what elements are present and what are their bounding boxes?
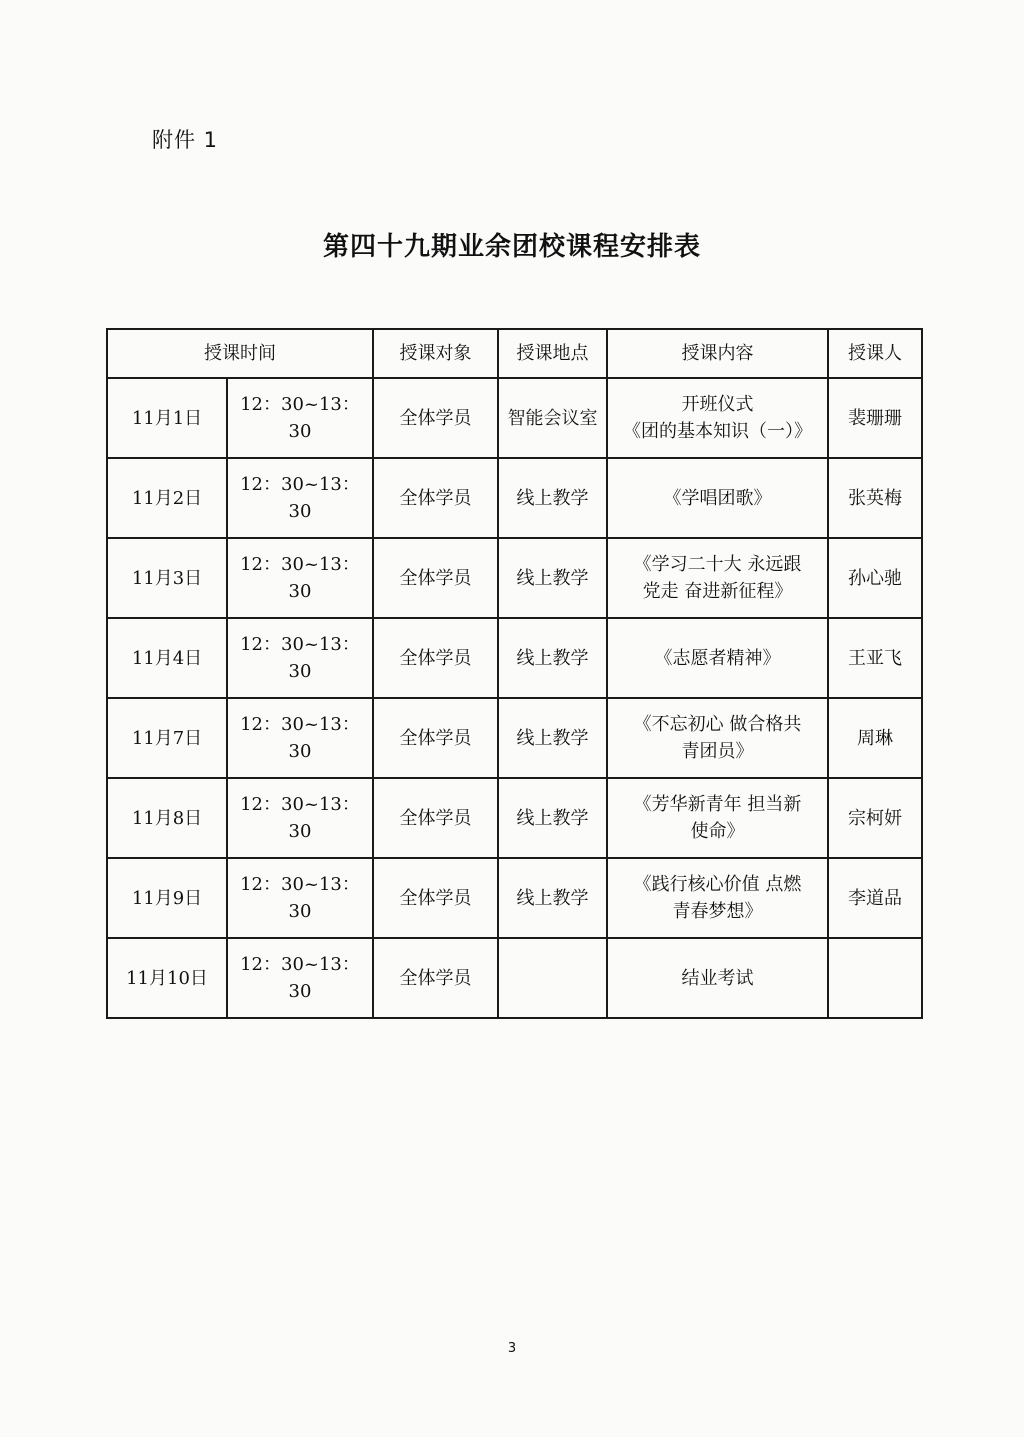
content-line: 《学习二十大 永远跟 (633, 554, 802, 575)
cell-content (607, 538, 828, 618)
content-line: 青团员》 (681, 741, 754, 762)
content-line: 《团的基本知识（一）》 (623, 421, 812, 442)
cell-audience: 全体学员 (373, 458, 498, 538)
attachment-label: 附件 1 (152, 128, 219, 152)
page-number: 3 (507, 1341, 517, 1356)
content-line: 青春梦想》 (672, 901, 763, 922)
cell-instructor: 王亚飞 (828, 618, 922, 698)
cell-audience: 全体学员 (373, 378, 498, 458)
cell-instructor: 张英梅 (828, 458, 922, 538)
cell-content (607, 618, 828, 698)
cell-location: 线上教学 (498, 698, 607, 778)
cell-date: 11月9日 (107, 858, 227, 938)
header-content: 授课内容 (607, 329, 828, 378)
cell-time: 12：30~13：30 (227, 538, 373, 618)
header-instructor: 授课人 (828, 329, 922, 378)
cell-location: 线上教学 (498, 538, 607, 618)
cell-time: 12：30~13：30 (227, 458, 373, 538)
cell-content (607, 938, 828, 1018)
cell-date: 11月8日 (107, 778, 227, 858)
cell-location (498, 938, 607, 1018)
cell-location: 线上教学 (498, 778, 607, 858)
table-row (107, 858, 922, 938)
cell-audience: 全体学员 (373, 938, 498, 1018)
table-header-row (107, 329, 922, 378)
cell-instructor: 李道品 (828, 858, 922, 938)
cell-date: 11月1日 (107, 378, 227, 458)
cell-time: 12：30~13：30 (227, 858, 373, 938)
cell-audience: 全体学员 (373, 618, 498, 698)
table-row (107, 938, 922, 1018)
cell-location: 线上教学 (498, 458, 607, 538)
cell-content (607, 378, 828, 458)
cell-content (607, 698, 828, 778)
content-line: 《学唱团歌》 (663, 487, 772, 509)
cell-audience: 全体学员 (373, 858, 498, 938)
cell-audience: 全体学员 (373, 698, 498, 778)
content-line: 党走 奋进新征程》 (642, 581, 793, 602)
cell-instructor: 周琳 (828, 698, 922, 778)
cell-time: 12：30~13：30 (227, 938, 373, 1018)
cell-audience: 全体学员 (373, 778, 498, 858)
cell-instructor (828, 938, 922, 1018)
cell-instructor: 孙心驰 (828, 538, 922, 618)
table-row (107, 778, 922, 858)
cell-content (607, 778, 828, 858)
course-schedule-table (106, 328, 923, 1019)
table-row (107, 538, 922, 618)
cell-time: 12：30~13：30 (227, 378, 373, 458)
cell-audience: 全体学员 (373, 538, 498, 618)
cell-location: 线上教学 (498, 858, 607, 938)
table-row (107, 458, 922, 538)
cell-content (607, 858, 828, 938)
cell-date: 11月7日 (107, 698, 227, 778)
content-line: 《志愿者精神》 (654, 647, 781, 669)
cell-date: 11月4日 (107, 618, 227, 698)
cell-date: 11月3日 (107, 538, 227, 618)
table-row (107, 378, 922, 458)
cell-instructor: 裴珊珊 (828, 378, 922, 458)
header-location: 授课地点 (498, 329, 607, 378)
document-title: 第四十九期业余团校课程安排表 (322, 232, 701, 262)
content-line: 《践行核心价值 点燃 (633, 874, 802, 895)
header-audience: 授课对象 (373, 329, 498, 378)
cell-time: 12：30~13：30 (227, 698, 373, 778)
cell-time: 12：30~13：30 (227, 618, 373, 698)
cell-instructor: 宗柯妍 (828, 778, 922, 858)
table-row (107, 698, 922, 778)
cell-time: 12：30~13：30 (227, 778, 373, 858)
header-time: 授课时间 (107, 329, 373, 378)
content-line: 《不忘初心 做合格共 (633, 714, 802, 735)
cell-location: 线上教学 (498, 618, 607, 698)
content-line: 《芳华新青年 担当新 (633, 794, 802, 815)
cell-location: 智能会议室 (498, 378, 607, 458)
cell-date: 11月10日 (107, 938, 227, 1018)
content-line: 开班仪式 (681, 394, 754, 415)
content-line: 使命》 (690, 821, 745, 842)
content-line: 结业考试 (681, 967, 754, 989)
cell-date: 11月2日 (107, 458, 227, 538)
cell-content (607, 458, 828, 538)
table-row (107, 618, 922, 698)
